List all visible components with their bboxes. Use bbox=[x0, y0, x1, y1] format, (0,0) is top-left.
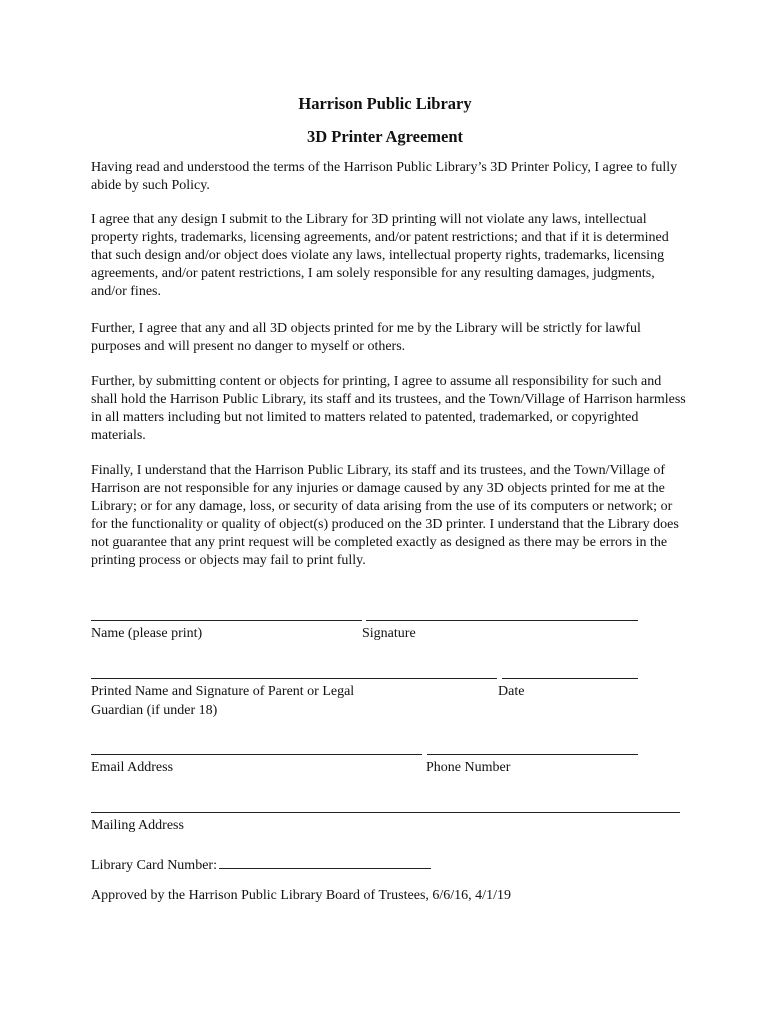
date-line[interactable] bbox=[502, 678, 638, 679]
mailing-address-line[interactable] bbox=[91, 812, 680, 813]
guardian-line[interactable] bbox=[91, 678, 497, 679]
name-label: Name (please print) bbox=[91, 626, 203, 641]
email-line[interactable] bbox=[91, 754, 422, 755]
signature-line[interactable] bbox=[366, 620, 638, 621]
approval-note: Approved by the Harrison Public Library Board of Trustees, 6/6/16, 4/1/19 bbox=[91, 888, 511, 903]
date-label: Date bbox=[498, 684, 525, 699]
paragraph-lawful: Further, I agree that any and all 3D objects printed for me by the Library will be strictly for lawful purposes and will present no danger to myself or others. bbox=[91, 321, 641, 354]
paragraph-liability: Finally, I understand that the Harrison Public Library, its staff and its trustees, and the Town/Village of Harrison are not responsible for any injuries or damage caused by any 3D objects printed for me at the Library; or for any damage, loss, or security of data arising from the use of its computers or network; or for the functionality or quality of object(s) produced on the 3D printer. I understand that the Library does not guarantee that any print request will be completed exactly as designed as there may be errors in the printing process or objects may fail to print fully. bbox=[91, 463, 679, 568]
library-title: Harrison Public Library bbox=[298, 94, 472, 113]
library-card-line[interactable] bbox=[219, 854, 431, 869]
name-line[interactable] bbox=[91, 620, 362, 621]
phone-line[interactable] bbox=[427, 754, 638, 755]
email-label: Email Address bbox=[91, 760, 174, 775]
guardian-label: Printed Name and Signature of Parent or Legal Guardian (if under 18) bbox=[91, 684, 355, 718]
mailing-address-label: Mailing Address bbox=[91, 818, 184, 833]
library-card-row bbox=[91, 854, 431, 875]
paragraph-policy: Having read and understood the terms of the Harrison Public Library’s 3D Printer Policy, I agree to fully abide by such Policy. bbox=[91, 160, 678, 193]
library-card-label: Library Card Number: bbox=[91, 858, 217, 873]
phone-label: Phone Number bbox=[426, 760, 511, 775]
signature-label: Signature bbox=[362, 626, 416, 641]
paragraph-design: I agree that any design I submit to the Library for 3D printing will not violate any laws, intellectual property rights, trademarks, licensing agreements, and/or patent restrictions; and that if it is determined that such design and/or object does violate any laws, intellectual property rights, trademarks, licensing agreements, and/or patent restrictions, I am solely responsible for any resulting damages, judgments, and/or fines. bbox=[91, 212, 669, 299]
paragraph-responsibility: Further, by submitting content or objects for printing, I agree to assume all responsibility for such and shall hold the Harrison Public Library, its staff and its trustees, and the Town/Village of Harrison harmless in all matters including but not limited to matters related to patented, trademarked, or copyrighted materials. bbox=[91, 374, 686, 443]
agreement-title: 3D Printer Agreement bbox=[306, 127, 464, 146]
